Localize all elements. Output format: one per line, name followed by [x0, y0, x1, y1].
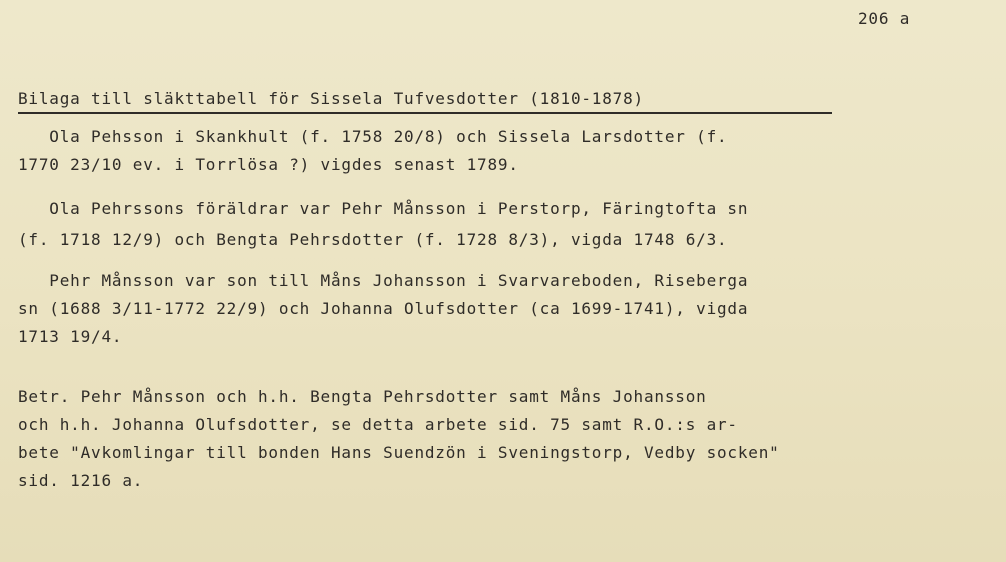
page-number: 206 a: [858, 9, 911, 28]
paragraph-3-line-2: sn (1688 3/11-1772 22/9) och Johanna Olufsdotter (ca 1699-1741), vigda: [18, 299, 749, 318]
paragraph-4-line-3: bete "Avkomlingar till bonden Hans Suendzön i Sveningstorp, Vedby socken": [18, 443, 780, 462]
paragraph-1-line-2: 1770 23/10 ev. i Torrlösa ?) vigdes senast 1789.: [18, 155, 519, 174]
document-heading: Bilaga till släkttabell för Sissela Tufvesdotter (1810-1878): [18, 89, 644, 108]
heading-underline: [18, 112, 832, 114]
paragraph-3-line-3: 1713 19/4.: [18, 327, 123, 346]
paragraph-4-line-4: sid. 1216 a.: [18, 471, 144, 490]
paragraph-4-line-2: och h.h. Johanna Olufsdotter, se detta arbete sid. 75 samt R.O.:s ar-: [18, 415, 738, 434]
paragraph-2-line-1: Ola Pehrssons föräldrar var Pehr Månsson i Perstorp, Färingtofta sn: [18, 199, 749, 218]
paragraph-2-line-2: (f. 1718 12/9) och Bengta Pehrsdotter (f. 1728 8/3), vigda 1748 6/3.: [18, 230, 728, 249]
paragraph-4-line-1: Betr. Pehr Månsson och h.h. Bengta Pehrsdotter samt Måns Johansson: [18, 387, 707, 406]
paragraph-3-line-1: Pehr Månsson var son till Måns Johansson i Svarvareboden, Riseberga: [18, 271, 749, 290]
paragraph-1-line-1: Ola Pehsson i Skankhult (f. 1758 20/8) och Sissela Larsdotter (f.: [18, 127, 728, 146]
